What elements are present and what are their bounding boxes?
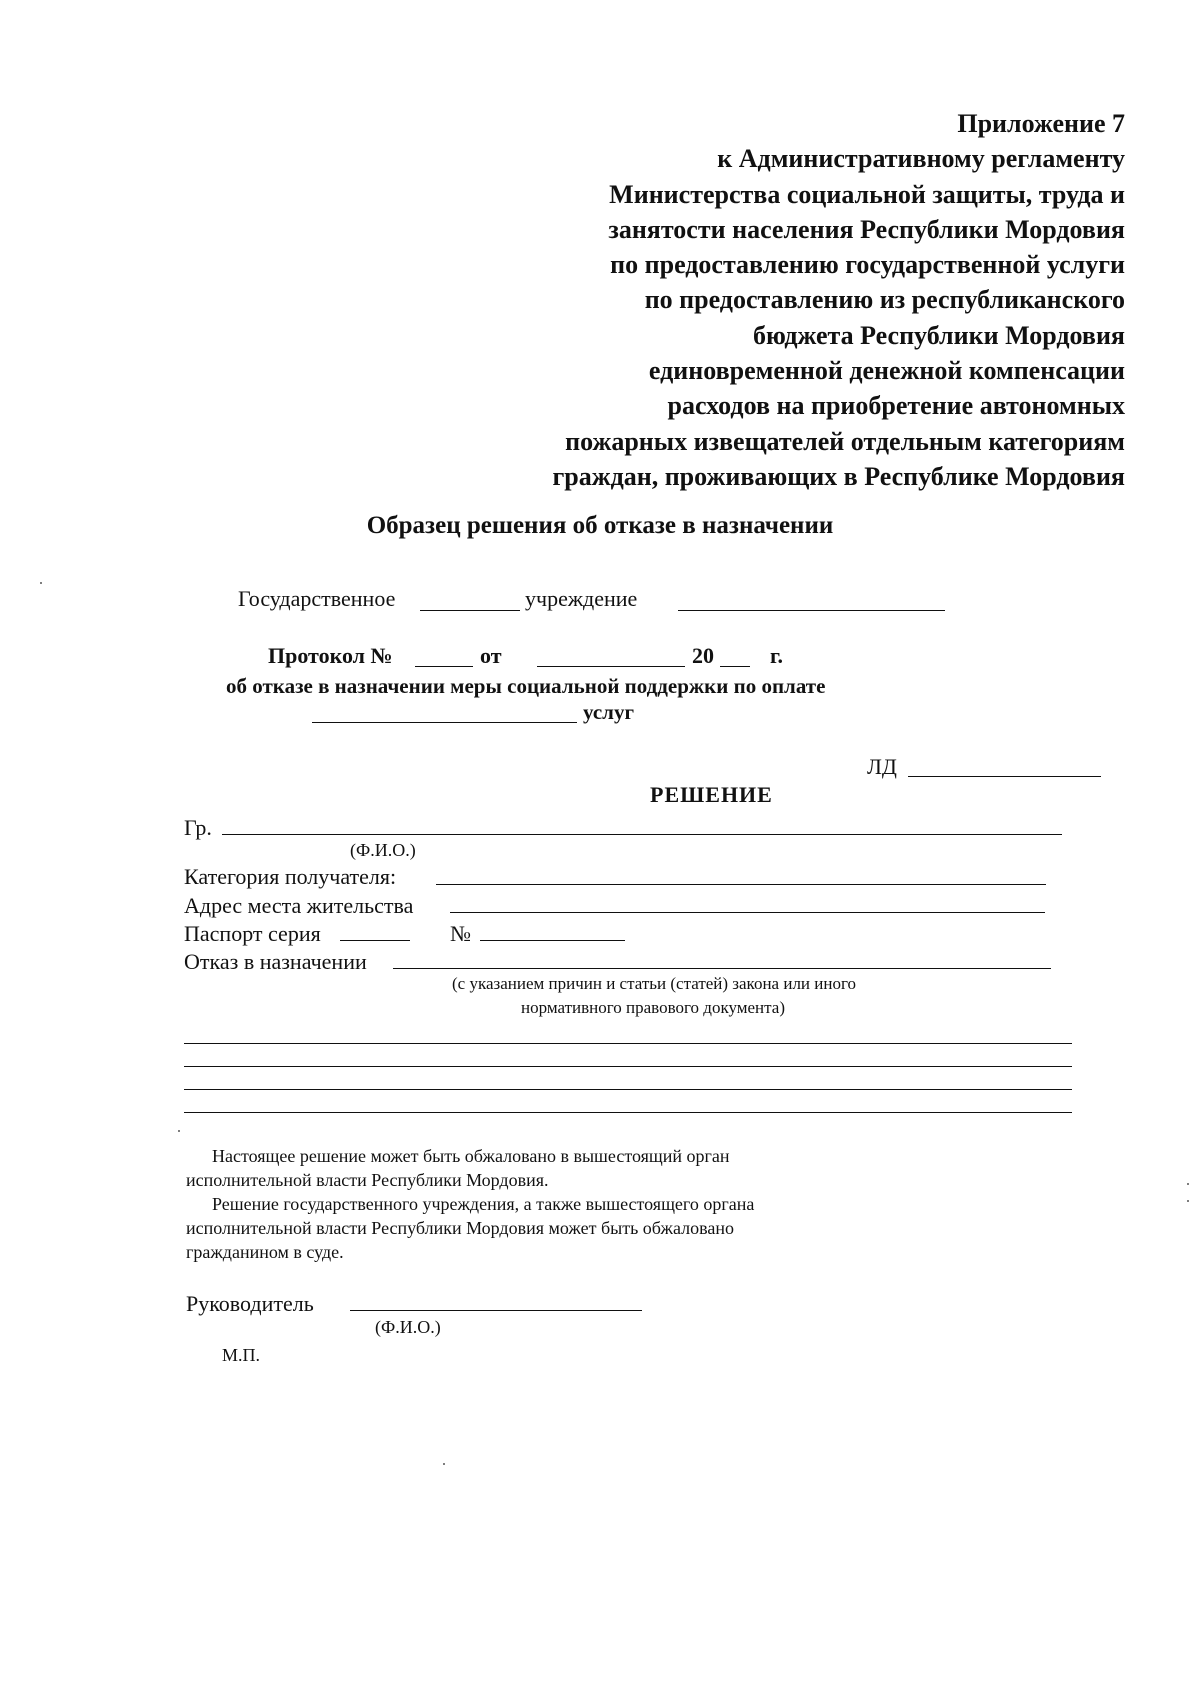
appendix-header — [425, 106, 1125, 494]
protocol-year-suffix: г. — [770, 643, 784, 668]
header-line-8: единовременной денежной компенсации — [648, 356, 1125, 386]
passport-number-label: № — [450, 921, 471, 946]
citizen-label: Гр. — [184, 815, 212, 840]
protocol-services-label: услуг — [583, 700, 634, 724]
protocol-from-label: от — [480, 643, 502, 668]
category-blank[interactable] — [436, 884, 1046, 885]
refusal-label: Отказ в назначении — [184, 949, 367, 974]
reason-line-1[interactable] — [184, 1043, 1072, 1044]
reason-line-4[interactable] — [184, 1112, 1072, 1113]
protocol-year-label: 20 — [692, 643, 714, 668]
institution-type-blank[interactable] — [420, 610, 520, 611]
header-line-2: к Административному регламенту — [717, 144, 1125, 174]
protocol-subject-line: об отказе в назначении меры социальной поддержки по оплате — [226, 674, 826, 698]
refusal-blank[interactable] — [393, 968, 1051, 969]
reason-line-3[interactable] — [184, 1089, 1072, 1090]
appeal-p2-line-1: Решение государственного учреждения, а также вышестоящего органа — [212, 1194, 755, 1214]
stamp-label: М.П. — [222, 1345, 261, 1365]
scan-speck — [178, 1130, 180, 1132]
document-title: Образец решения об отказе в назначении — [366, 512, 834, 539]
header-line-10: пожарных извещателей отдельным категориям — [565, 426, 1125, 456]
address-label: Адрес места жительства — [184, 893, 414, 918]
institution-name-blank[interactable] — [678, 610, 945, 611]
header-line-9: расходов на приобретение автономных — [667, 391, 1125, 421]
refusal-note-line-1: (с указанием причин и статьи (статей) закона или иного — [452, 974, 857, 993]
appeal-p2-line-3: гражданином в суде. — [186, 1242, 344, 1262]
header-line-6: по предоставлению из республиканского — [644, 285, 1125, 315]
protocol-label: Протокол № — [268, 643, 393, 668]
header-line-11: граждан, проживающих в Республике Мордовия — [552, 461, 1125, 491]
scan-speck — [443, 1463, 445, 1465]
head-signature-blank[interactable] — [350, 1310, 642, 1311]
services-type-blank[interactable] — [312, 722, 577, 723]
ld-label: ЛД — [867, 754, 897, 779]
header-line-3: Министерства социальной защиты, труда и — [609, 179, 1125, 209]
reason-line-2[interactable] — [184, 1066, 1072, 1067]
address-blank[interactable] — [450, 912, 1045, 913]
header-line-5: по предоставлению государственной услуги — [610, 250, 1125, 280]
passport-series-blank[interactable] — [340, 940, 410, 941]
header-line-4: занятости населения Республики Мордовия — [608, 214, 1125, 244]
citizen-fio-note: (Ф.И.О.) — [350, 840, 416, 860]
refusal-note-line-2: нормативного правового документа) — [521, 998, 785, 1017]
header-line-7: бюджета Республики Мордовия — [752, 320, 1125, 350]
appeal-p1-line-2: исполнительной власти Республики Мордовия. — [186, 1170, 549, 1190]
citizen-name-blank[interactable] — [222, 834, 1062, 835]
protocol-number-blank[interactable] — [415, 666, 473, 667]
protocol-date-blank[interactable] — [537, 666, 685, 667]
scan-speck — [40, 582, 42, 584]
decision-title: РЕШЕНИЕ — [650, 782, 773, 807]
scan-speck — [1187, 1183, 1189, 1185]
head-label: Руководитель — [186, 1291, 314, 1316]
institution-label-right: учреждение — [525, 586, 638, 611]
header-line-1: Приложение 7 — [957, 109, 1125, 138]
category-label: Категория получателя: — [184, 864, 397, 889]
passport-number-blank[interactable] — [480, 940, 625, 941]
ld-number-blank[interactable] — [908, 776, 1101, 777]
head-fio-note: (Ф.И.О.) — [375, 1317, 441, 1337]
scan-speck — [1187, 1200, 1189, 1202]
protocol-year-blank[interactable] — [720, 666, 750, 667]
institution-label-left: Государственное — [238, 586, 396, 611]
appeal-p2-line-2: исполнительной власти Республики Мордовия может быть обжаловано — [186, 1218, 734, 1238]
passport-series-label: Паспорт серия — [184, 921, 321, 946]
appeal-p1-line-1: Настоящее решение может быть обжаловано в вышестоящий орган — [212, 1146, 730, 1166]
